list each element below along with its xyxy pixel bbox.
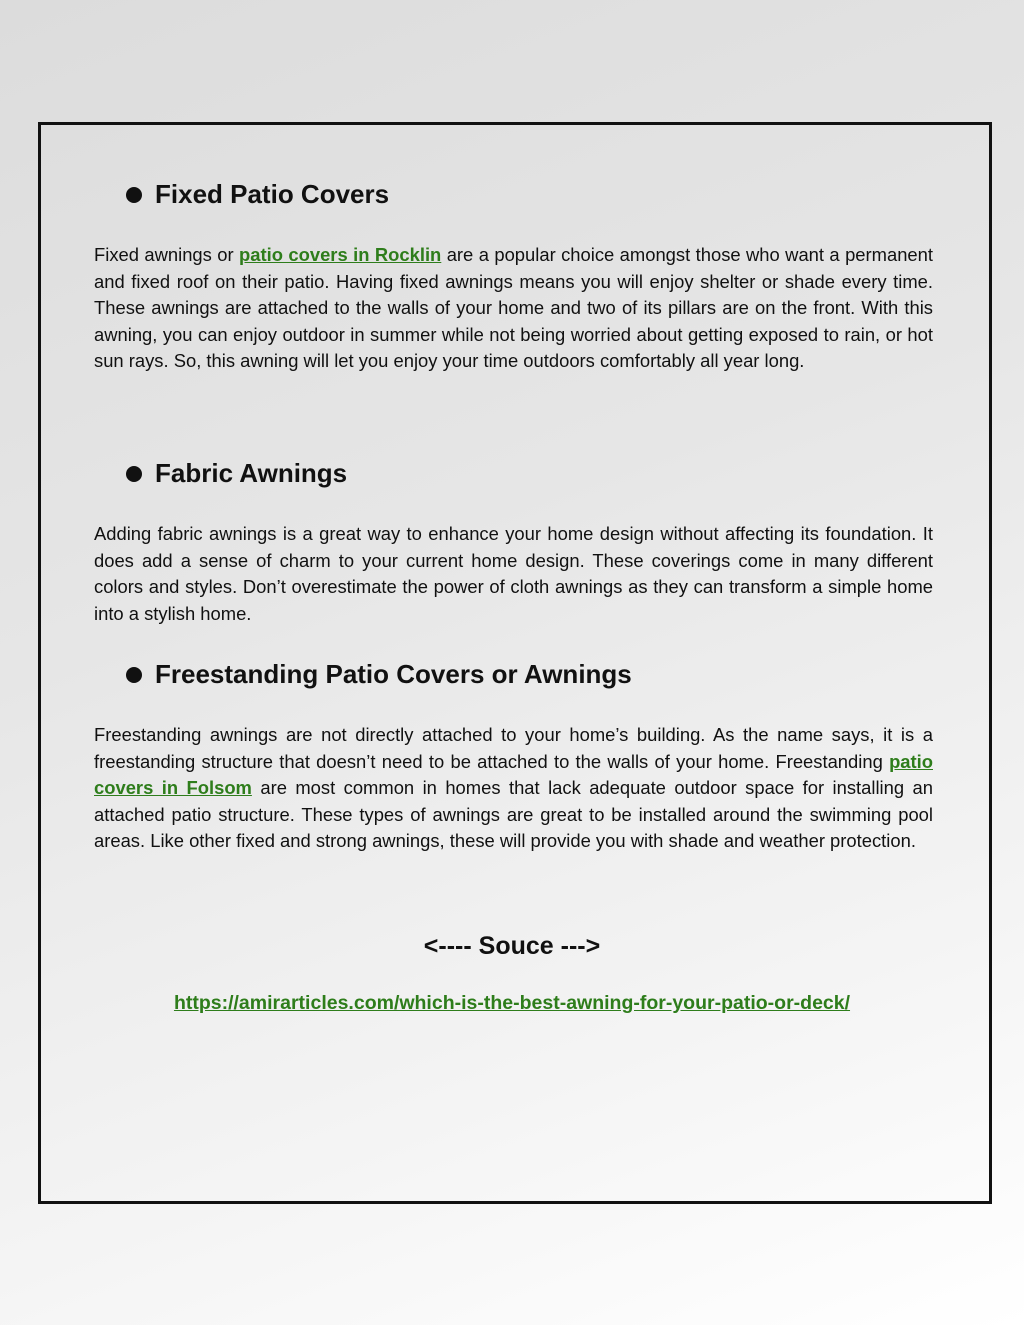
paragraph-text: are a popular choice amongst those who want a permanent and fixed roof on their patio. Having fixed awnings means you will enjoy shelter or shade every time. These awnings are attached to the walls of your home and two of its pillars are on the front. With this awning, you can enjoy outdoor in summer while not being worried about getting exposed to rain, or hot sun rays. So, this awning will let you enjoy your time outdoors comfortably all year long. <box>94 244 933 371</box>
link-patio-covers-folsom[interactable]: patio covers in Folsom <box>94 750 933 798</box>
paragraph-text: Freestanding awnings are not directly attached to your home’s building. As the name says, it is a freestanding structure that doesn’t need to be attached to the walls of your home. Freestanding <box>94 724 933 772</box>
heading-text: Fabric Awnings <box>155 458 348 488</box>
section-heading-fabric-awnings <box>126 457 347 489</box>
section-heading-fixed-patio-covers <box>126 178 389 210</box>
bullet-icon <box>126 667 142 683</box>
source-title: <---- Souce ---> <box>423 932 601 960</box>
paragraph-freestanding <box>94 722 933 855</box>
source-link[interactable]: https://amirarticles.com/which-is-the-best-awning-for-your-patio-or-deck/ <box>173 992 851 1014</box>
paragraph-fixed-patio-covers <box>94 242 933 375</box>
paragraph-fabric-awnings: Adding fabric awnings is a great way to enhance your home design without affecting its foundation. It does add a sense of charm to your current home design. These coverings come in many different colors and styles. Don’t overestimate the power of cloth awnings as they can transform a simple home into a stylish home. <box>94 523 933 624</box>
bullet-icon <box>126 466 142 482</box>
section-heading-freestanding <box>126 658 632 690</box>
heading-text: Freestanding Patio Covers or Awnings <box>155 659 632 689</box>
bullet-icon <box>126 187 142 203</box>
paragraph-text: Fixed awnings or <box>94 244 240 265</box>
paragraph-text: are most common in homes that lack adequate outdoor space for installing an attached patio structure. These types of awnings are great to be installed around the swimming pool areas. Like other fixed and strong awnings, these will provide you with shade and weather protection. <box>94 777 933 851</box>
heading-text: Fixed Patio Covers <box>155 179 390 209</box>
source-url-container <box>0 990 1024 1016</box>
link-patio-covers-rocklin[interactable]: patio covers in Rocklin <box>239 244 442 265</box>
